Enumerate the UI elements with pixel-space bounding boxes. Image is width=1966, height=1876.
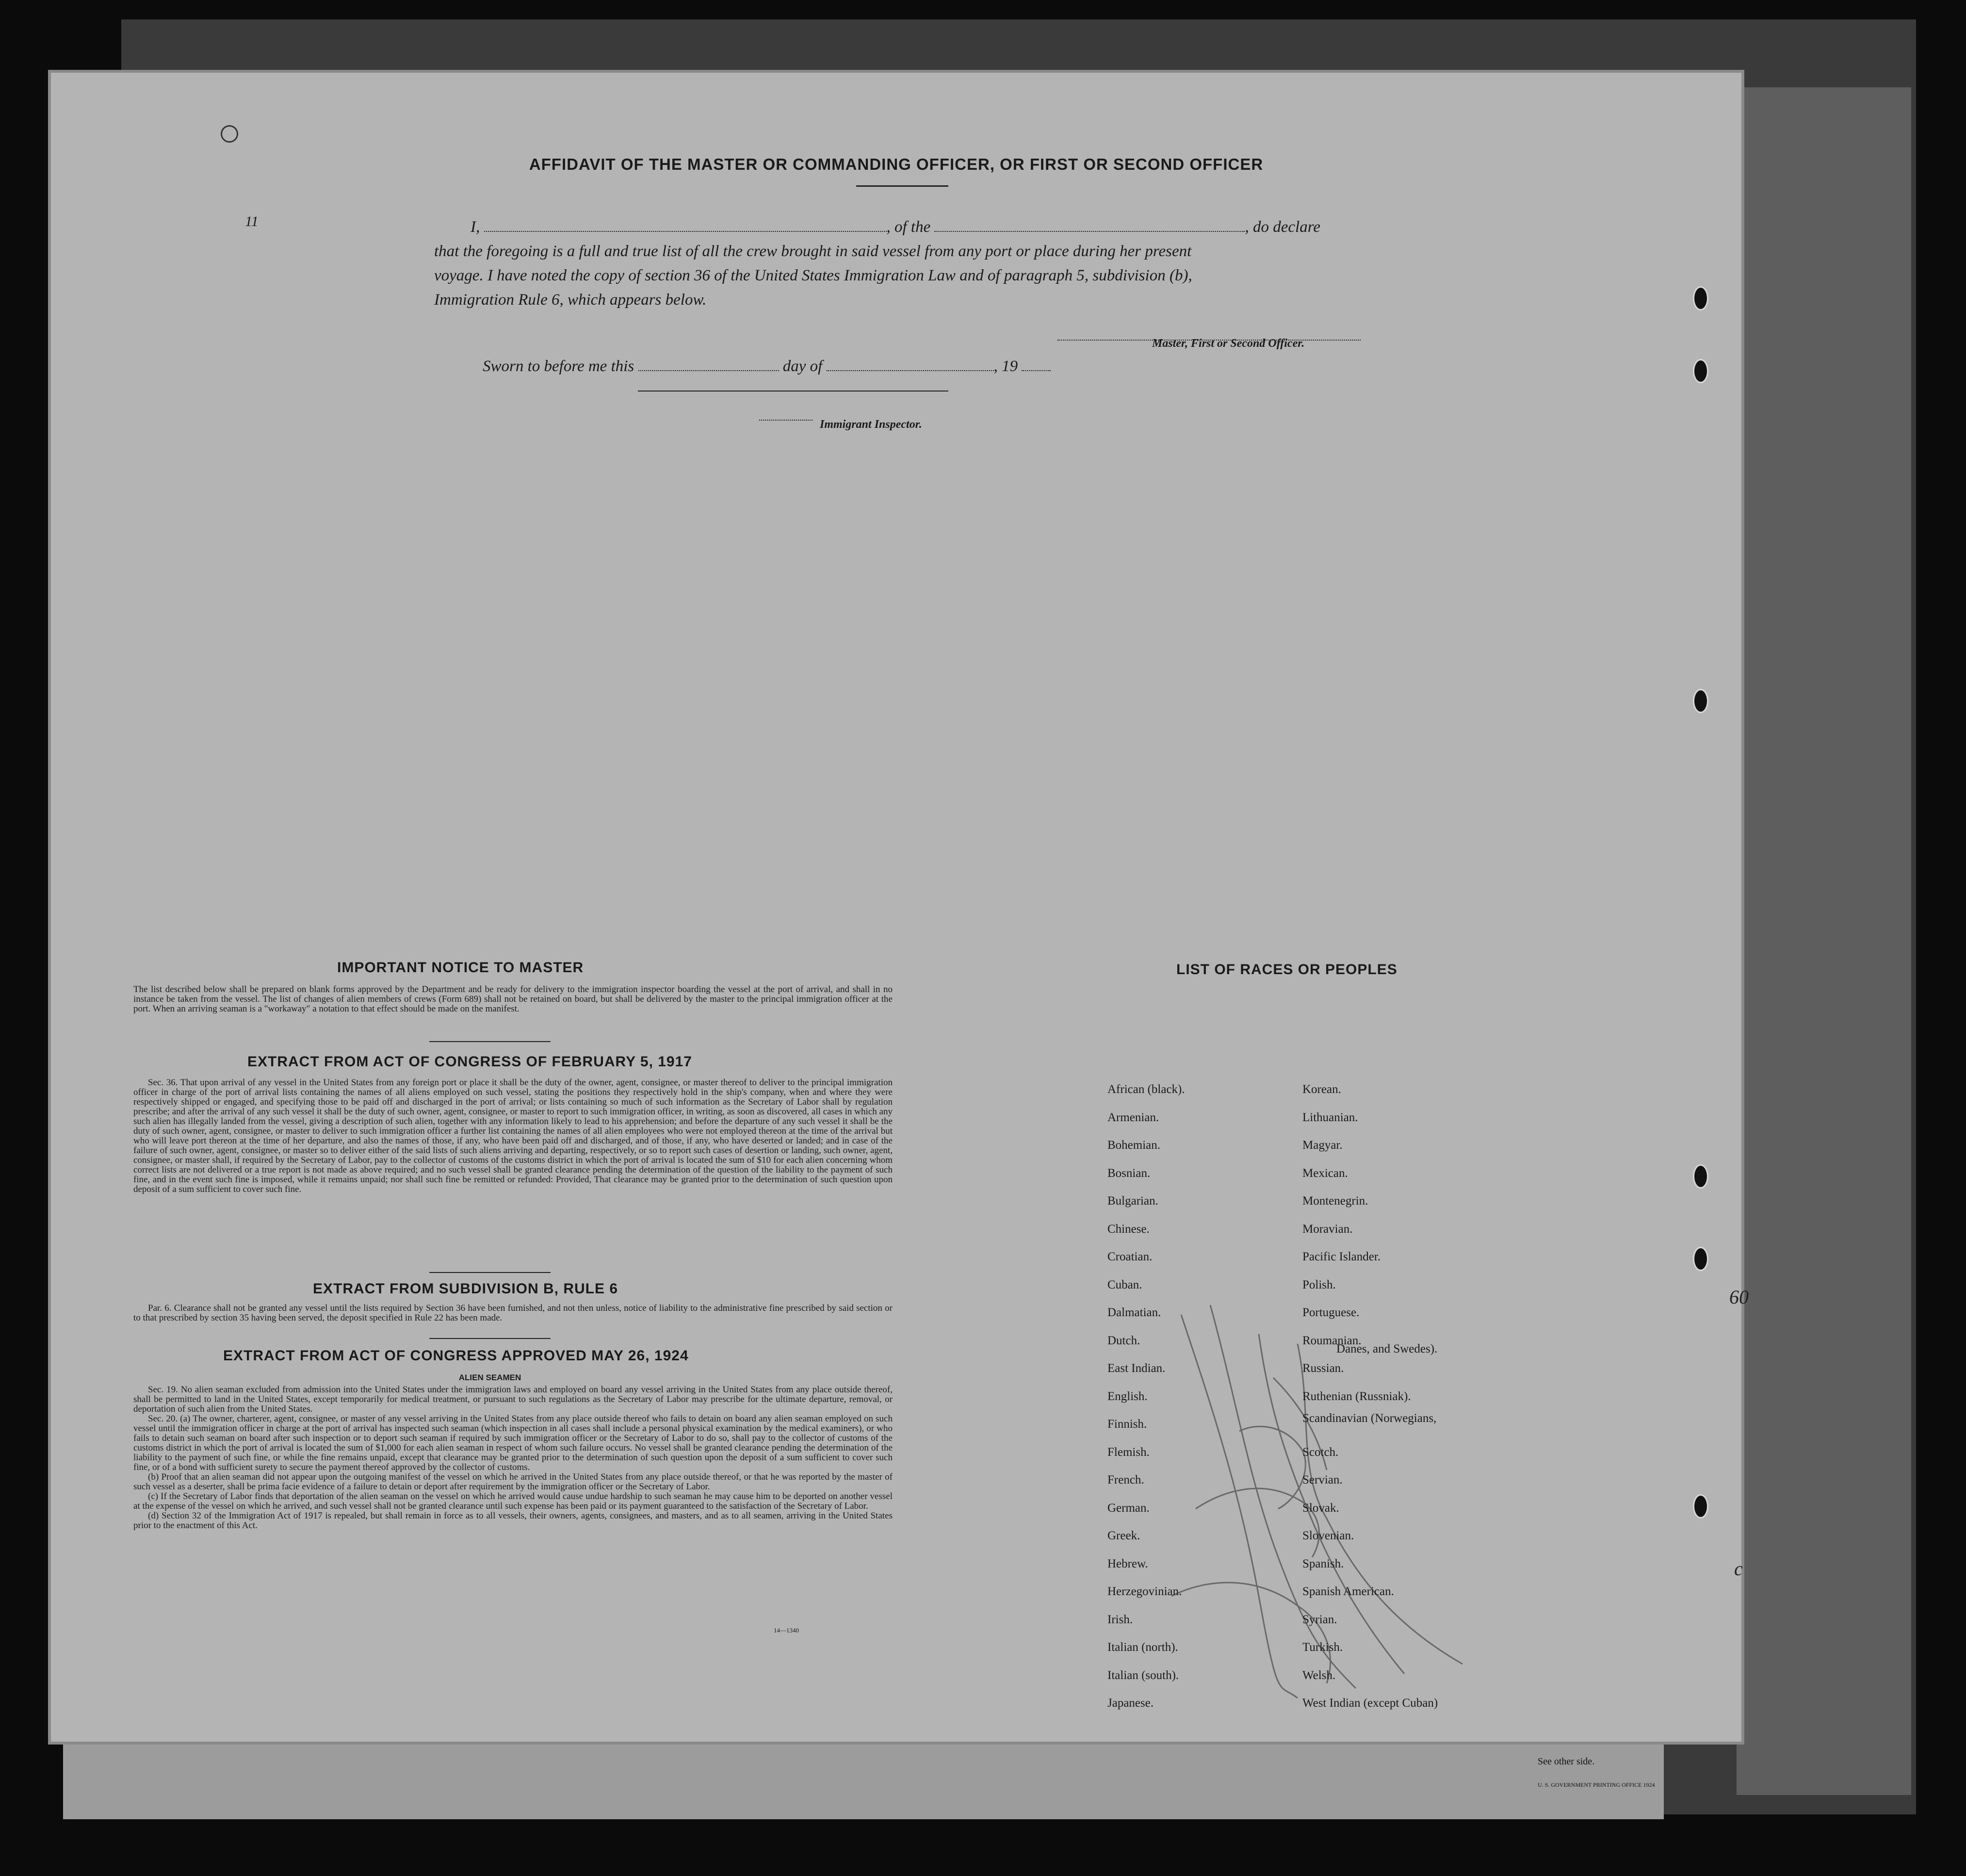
affidavit-line3: voyage. I have noted the copy of section 36 of the United States Immigration Law and of paragraph 5, subdivision (b), [434, 267, 1192, 284]
race-item: Italian (north). [1107, 1641, 1178, 1654]
race-item: Roumanian. [1302, 1334, 1362, 1347]
inspector-caption: Immigrant Inspector. [820, 418, 922, 431]
punch-hole [1693, 286, 1708, 310]
races-title: LIST OF RACES OR PEOPLES [1176, 962, 1397, 978]
year-label: , 19 [993, 358, 1018, 375]
race-item: Finnish. [1107, 1418, 1147, 1431]
race-item: Welsh. [1302, 1668, 1336, 1682]
master-name-field[interactable] [484, 218, 887, 232]
sec19-text: Sec. 19. No alien seaman excluded from admission into the United States under the immigration laws and employed on board any vessel arriving in the United States from any place outside thereof, shall be permitted to land in the United States, except temporarily for medical treatment, or pursuant to such regulations as the Secretary of Labor may prescribe for the ultimate departure, removal, or deportation of such alien from the United States. [133, 1385, 893, 1414]
race-item: Turkish. [1302, 1641, 1343, 1654]
affidavit-line4: Immigration Rule 6, which appears below. [434, 291, 707, 309]
sec20a-text: Sec. 20. (a) The owner, charterer, agent, consignee, or master of any vessel arriving in the United States from any place outside thereof who fails to detain on board any alien seaman employed on such vessel until the immigration officer in charge at the port of arrival has inspected such seaman (which inspection in all cases shall include a personal physical examination by the medical examiners), or who fails to detain such seaman on board after such inspection or to deport such seaman if required by such immigration officer or the Secretary of Labor to do so, shall pay to the collector of customs of the customs district in which the port of arrival is located the sum of $1,000 for each alien seaman in respect of whom such failure occurs. No vessel shall be granted clearance pending the determination of the liability to the payment of such fine, or while the fine remains unpaid, except that clearance may be granted prior to the determination of such question upon the deposit of a sum sufficient to cover such fine, or of a bond with sufficient surety to secure the payment thereof approved by the collector of customs. [133, 1414, 893, 1472]
underlying-page [63, 1742, 1664, 1819]
margin-mark: c [1734, 1558, 1743, 1580]
section-rule [429, 1338, 551, 1339]
gpo-imprint: U. S. GOVERNMENT PRINTING OFFICE 1924 [1538, 1781, 1655, 1788]
race-item: Bohemian. [1107, 1139, 1161, 1152]
alien-seamen-subtitle: ALIEN SEAMEN [458, 1373, 521, 1382]
race-item: English. [1107, 1389, 1148, 1403]
race-item: Flemish. [1107, 1445, 1150, 1459]
extract-1917-text: Sec. 36. That upon arrival of any vessel in the United States from any foreign port or place it shall be the duty of the owner, agent, consignee, or master thereof to deliver to the principal immigration officer in charge of the port of arrival lists containing the names of all aliens employed on such vessel, stating the positions they respectively hold in the ship's company, when and where they were respectively shipped or engaged, and specifying those to be paid off and discharged in the port of arrival; or lists containing so much of such information as the Secretary of Labor shall by regulation prescribe; and after the arrival of any such vessel it shall be the duty of such owner, agent, consignee, or master to report to such immigration officer, in writing, as soon as discovered, all cases in which any such alien has illegally landed from the vessel, giving a description of such alien, together with any information likely to lead to his apprehension; and before the departure of any such vessel it shall be the duty of such owner, agent, consignee, or master to deliver to such immigration officer a further list containing the names of all alien employees who were not employed thereon at the time of the arrival but who will leave port thereon at the time of her departure, and also the names of those, if any, who have been paid off and discharged, and of those, if any, who have deserted or landed; and in case of the failure of such owner, agent, consignee, or master so to deliver either of the said lists of such aliens arriving and departing, respectively, or so to report such cases of desertion or landing, such owner, agent, consignee, or master shall, if required by the Secretary of Labor, pay to the collector of customs of the customs district in which the port of arrival is located the sum of $10 for each alien concerning whom correct lists are not delivered or a true report is not made as above required; and no such vessel shall be granted clearance pending the determination of the question of the liability to the payment of such fine, and in the event such fine is imposed, while it remains unpaid; nor shall such fine be remitted or refunded: Provided, That clearance may be granted prior to the determination of such question upon deposit of a sum sufficient to cover such fine. [133, 1077, 893, 1194]
affidavit-title: AFFIDAVIT OF THE MASTER OR COMMANDING OFFICER, OR FIRST OR SECOND OFFICER [529, 155, 1264, 173]
section-rule [429, 1041, 551, 1042]
notice-text: The list described below shall be prepared on blank forms approved by the Department and be ready for delivery to the immigration inspector boarding the vessel at the port of arrival, and shall in no instance be taken from the vessel. The list of changes of alien members of crews (Form 689) shall not be retained on board, but shall be delivered by the master to the principal immigration officer at the port. When an arriving seaman is a "workaway" a notation to that effect should be made on the manifest. [133, 984, 893, 1014]
do-declare-label: , do declare [1245, 218, 1320, 236]
race-item: Korean. [1302, 1083, 1341, 1096]
race-item: Magyar. [1302, 1139, 1343, 1152]
sec20d-text: (d) Section 32 of the Immigration Act of 1917 is repealed, but shall remain in force as to all vessels, their owners, agents, consignees, and masters, and as to all seamen, arriving in the United States prior to the enactment of this Act. [133, 1511, 893, 1531]
race-item: Dutch. [1107, 1334, 1140, 1347]
race-item: Cuban. [1107, 1278, 1142, 1291]
affidavit-page [51, 73, 1749, 1742]
extract-1917-title: EXTRACT FROM ACT OF CONGRESS OF FEBRUARY 5, 1917 [247, 1054, 692, 1070]
race-item: German. [1107, 1501, 1150, 1515]
race-item: Syrian. [1302, 1613, 1337, 1626]
affidavit-i-label: I, [471, 218, 480, 236]
bleed-through [196, 412, 1652, 1043]
circle-mark [221, 125, 238, 143]
handnote: 11 [245, 213, 259, 229]
rule6-text: Par. 6. Clearance shall not be granted any vessel until the lists required by Section 36 have been furnished, and not then unless, notice of liability to the administrative fine prescribed by said section or to that prescribed by section 35 having been served, the deposit specified in Rule 22 has been made. [133, 1303, 893, 1323]
race-item: Spanish. [1302, 1557, 1344, 1570]
race-item: Portuguese. [1302, 1306, 1360, 1319]
extract-1924-text [133, 1385, 893, 1531]
of-the-label: , of the [886, 218, 931, 236]
race-item: East Indian. [1107, 1362, 1166, 1375]
title-rule [856, 185, 948, 187]
inspector-dotted-line [759, 420, 812, 421]
race-item: French. [1107, 1473, 1144, 1486]
race-item: Mexican. [1302, 1166, 1348, 1180]
race-item: Bosnian. [1107, 1166, 1151, 1180]
race-item: Moravian. [1302, 1222, 1353, 1236]
race-item: Ruthenian (Russniak). [1302, 1389, 1411, 1403]
race-item: Dalmatian. [1107, 1306, 1161, 1319]
affidavit-line1 [471, 215, 1320, 239]
punch-hole [1693, 1164, 1708, 1189]
margin-mark: 60 [1729, 1286, 1749, 1308]
sworn-label: Sworn to before me this [483, 358, 634, 375]
race-item: Polish. [1302, 1278, 1336, 1291]
race-item: Hebrew. [1107, 1557, 1148, 1570]
sworn-month-field[interactable] [827, 358, 994, 371]
race-item: Slovak. [1302, 1501, 1339, 1515]
sworn-line [483, 354, 1051, 378]
punch-hole [1693, 1247, 1708, 1271]
race-item: Lithuanian. [1302, 1110, 1358, 1124]
race-item: Russian. [1302, 1362, 1344, 1375]
day-of-label: day of [782, 358, 823, 375]
race-item: Spanish American. [1302, 1585, 1394, 1598]
race-item: West Indian (except Cuban) [1302, 1697, 1438, 1710]
race-item: Slovenian. [1302, 1529, 1354, 1542]
race-item: Japanese. [1107, 1697, 1154, 1710]
punch-hole [1693, 359, 1708, 383]
race-item: Italian (south). [1107, 1668, 1179, 1682]
race-item: Bulgarian. [1107, 1194, 1158, 1207]
notice-title: IMPORTANT NOTICE TO MASTER [337, 960, 584, 976]
race-item: Scandinavian (Norwegians, [1302, 1412, 1437, 1425]
race-item: Servian. [1302, 1473, 1343, 1486]
race-item: Scotch. [1302, 1445, 1339, 1459]
race-item: Croatian. [1107, 1250, 1153, 1263]
vessel-name-field[interactable] [934, 218, 1245, 232]
extract-1924-title: EXTRACT FROM ACT OF CONGRESS APPROVED MAY 26, 1924 [223, 1348, 689, 1364]
sec20c-text: (c) If the Secretary of Labor finds that deportation of the alien seaman on the vessel on which he arrived would cause undue hardship to such seaman he may cause him to be deported on another vessel at the expense of the vessel on which he arrived, and such vessel shall not be granted clearance until such expense has been paid or its payment guaranteed to the satisfaction of the Secretary of Labor. [133, 1491, 893, 1511]
sworn-day-field[interactable] [638, 358, 779, 371]
underlying-page [1737, 87, 1911, 1795]
punch-hole [1693, 1494, 1708, 1518]
rule6-title: EXTRACT FROM SUBDIVISION B, RULE 6 [313, 1281, 618, 1297]
race-item: Chinese. [1107, 1222, 1150, 1236]
race-item: Pacific Islander. [1302, 1250, 1381, 1263]
see-other-side: See other side. [1538, 1756, 1595, 1767]
race-scandinavian-cont: Danes, and Swedes). [1336, 1342, 1438, 1355]
sec20b-text: (b) Proof that an alien seaman did not appear upon the outgoing manifest of the vessel on which he arrived in the United States from any place outside thereof, or that he was reported by the master of such vessel as a deserter, shall be prima facie evidence of a failure to detain or deport after requirement by the immigration officer or the Secretary of Labor. [133, 1472, 893, 1492]
sworn-year-field[interactable] [1022, 358, 1051, 371]
race-item: African (black). [1107, 1083, 1185, 1096]
race-item: Greek. [1107, 1529, 1140, 1542]
race-item: Armenian. [1107, 1110, 1159, 1124]
section-rule [429, 1272, 551, 1273]
punch-hole [1693, 689, 1708, 713]
form-number: 14—1340 [774, 1627, 799, 1634]
race-item: Montenegrin. [1302, 1194, 1368, 1207]
race-item: Irish. [1107, 1613, 1133, 1626]
affidavit-line2: that the foregoing is a full and true list of all the crew brought in said vessel from any port or place during her present [434, 243, 1192, 260]
race-item: Herzegovinian. [1107, 1585, 1182, 1598]
inspector-signature-line[interactable] [638, 391, 948, 392]
master-caption: Master, First or Second Officer. [1152, 337, 1305, 350]
